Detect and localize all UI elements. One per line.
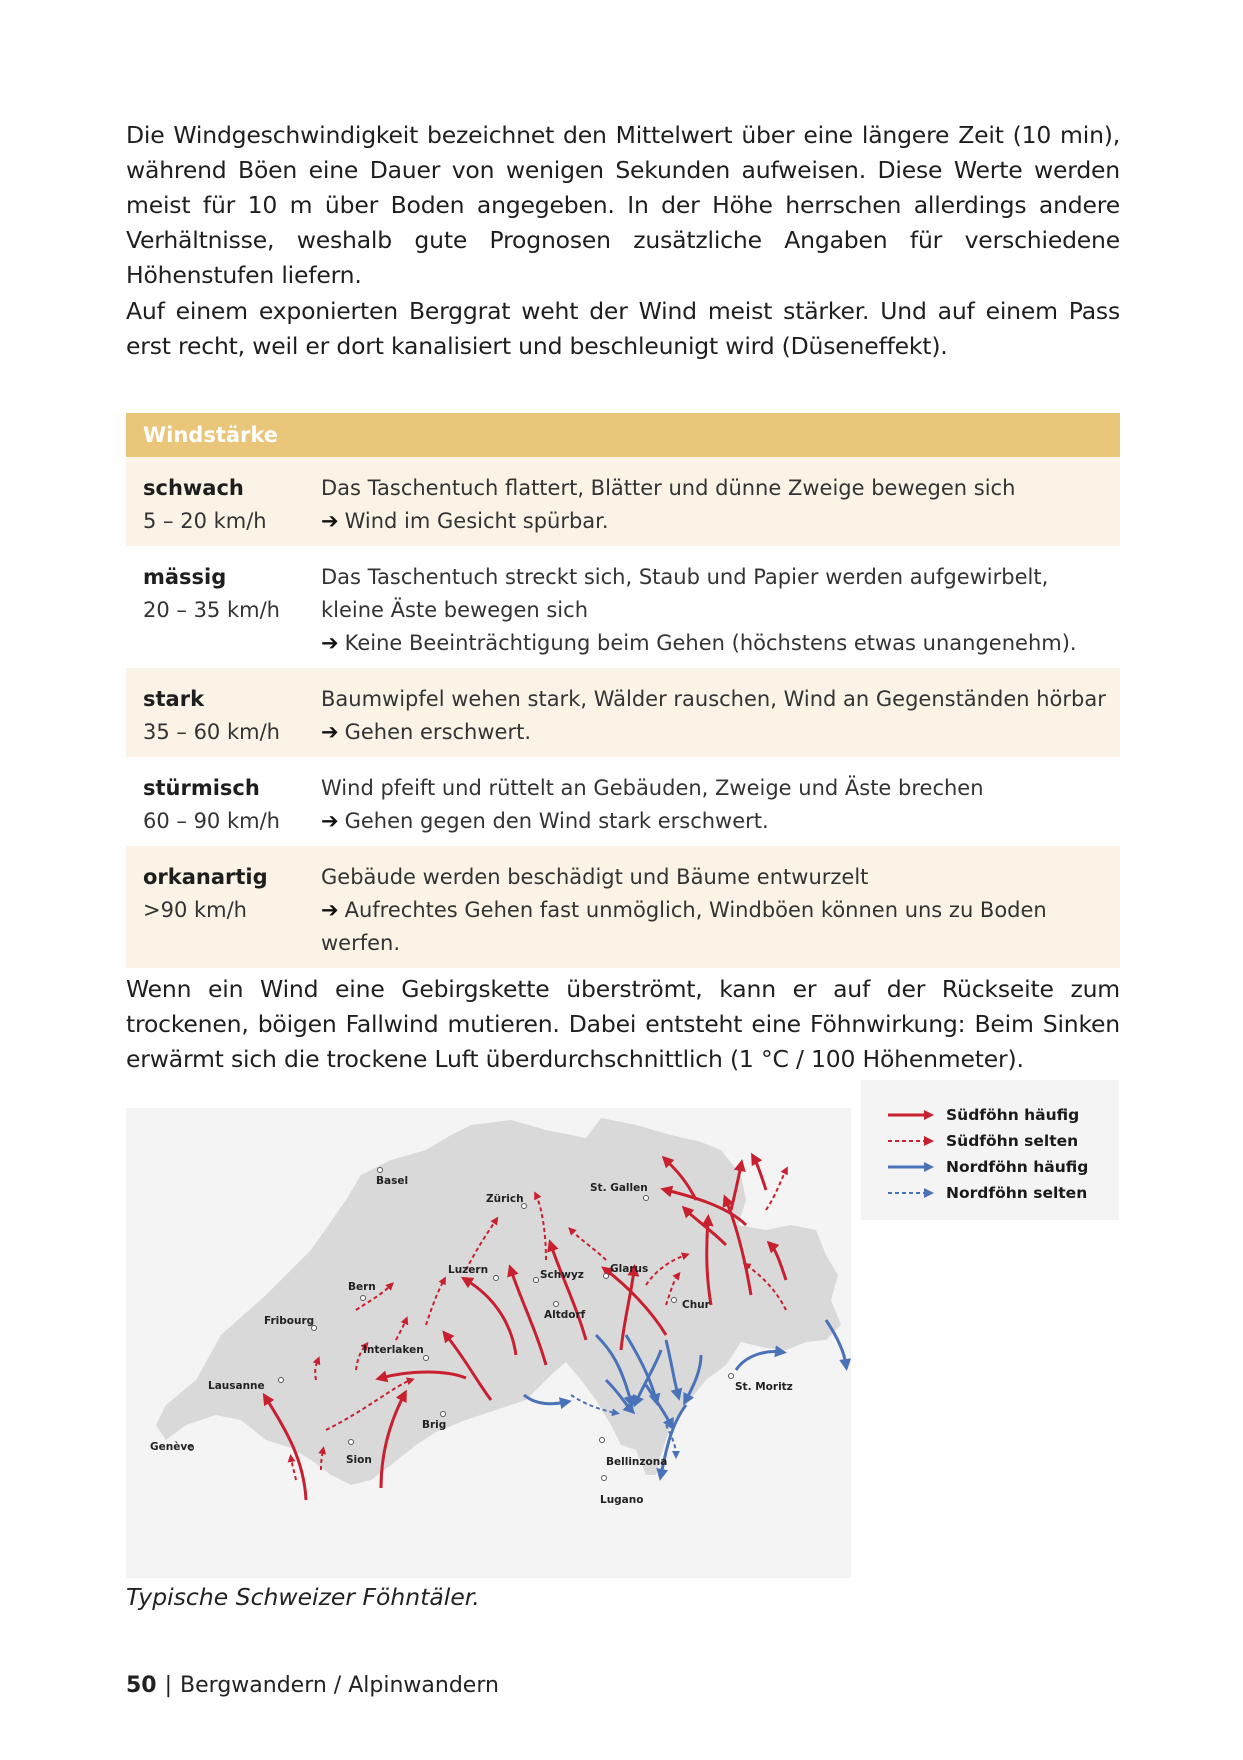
city-label-bern: Bern	[348, 1281, 376, 1293]
row-range: 35 – 60 km/h	[143, 720, 280, 744]
city-label-lugano: Lugano	[600, 1494, 644, 1506]
city-label-sion: Sion	[346, 1454, 372, 1466]
row-description: Das Taschentuch flattert, Blätter und dünne Zweige bewegen sich	[321, 476, 1016, 500]
city-label-basel: Basel	[376, 1175, 409, 1187]
city-label-zuerich: Zürich	[486, 1193, 524, 1205]
book-title: Bergwandern / Alpinwandern	[180, 1673, 499, 1698]
page-footer	[126, 1673, 499, 1698]
row-name: mässig	[143, 565, 227, 589]
legend-item: Südföhn häufig	[886, 1102, 1116, 1128]
row-consequence: Aufrechtes Gehen fast unmöglich, Windböen können uns zu Boden werfen.	[321, 898, 1047, 955]
city-label-geneve: Genève	[150, 1441, 195, 1453]
row-consequence: Keine Beeinträchtigung beim Gehen (höchstens etwas unangenehm).	[344, 631, 1077, 655]
city-label-lausanne: Lausanne	[208, 1380, 265, 1392]
table-row	[126, 757, 1120, 846]
city-label-interlaken: Interlaken	[363, 1344, 424, 1356]
city-label-stgallen: St. Gallen	[590, 1182, 648, 1194]
row-description: Wind pfeift und rüttelt an Gebäuden, Zweige und Äste brechen	[321, 776, 984, 800]
city-label-altdorf: Altdorf	[544, 1309, 586, 1321]
wind-strength-table	[126, 413, 1120, 968]
page-number: 50	[126, 1673, 157, 1698]
row-consequence: Gehen erschwert.	[344, 720, 532, 744]
foehn-map-figure	[126, 1080, 1120, 1580]
arrow-icon: ➔	[321, 809, 339, 833]
arrow-icon: ➔	[321, 631, 339, 655]
row-consequence: Wind im Gesicht spürbar.	[344, 509, 609, 533]
row-range: >90 km/h	[143, 898, 247, 922]
arrow-icon: ➔	[321, 720, 339, 744]
row-description: Baumwipfel wehen stark, Wälder rauschen, Wind an Gegenständen hörbar	[321, 687, 1106, 711]
foehn-paragraph: Wenn ein Wind eine Gebirgskette überströmt, kann er auf der Rückseite zum trockenen, böigen Fallwind mutieren. Dabei entsteht eine Föhnwirkung: Beim Sinken erwärmt sich die trockene Luft überdurchschnittlich (1 °C / 100 Höhenmeter).	[126, 975, 1120, 1073]
city-label-glarus: Glarus	[610, 1263, 649, 1275]
city-label-schwyz: Schwyz	[540, 1269, 584, 1281]
intro-paragraph: Die Windgeschwindigkeit bezeichnet den Mittelwert über eine längere Zeit (10 min), während Böen eine Dauer von wenigen Sekunden aufweisen. Diese Werte werden meist für 10 m über Boden angegeben. In der Höhe herrschen allerdings andere Verhältnisse, weshalb gute Prognosen zusätzliche Angaben für verschiedene Höhenstufen liefern.	[126, 121, 1120, 289]
solid-red-arrow-icon	[886, 1109, 936, 1121]
table-row	[126, 457, 1120, 546]
arrow-icon: ➔	[321, 509, 339, 533]
table-row	[126, 846, 1120, 968]
table-header: Windstärke	[126, 413, 1120, 457]
legend-item: Nordföhn häufig	[886, 1154, 1116, 1180]
row-name: stark	[143, 687, 205, 711]
row-range: 20 – 35 km/h	[143, 598, 280, 622]
row-name: orkanartig	[143, 865, 268, 889]
dashed-blue-arrow-icon	[886, 1187, 936, 1199]
city-label-brig: Brig	[422, 1419, 447, 1431]
row-description: kleine Äste bewegen sich	[321, 598, 589, 622]
city-label-chur: Chur	[682, 1299, 710, 1311]
map-legend	[886, 1102, 1116, 1206]
row-name: schwach	[143, 476, 244, 500]
row-name: stürmisch	[143, 776, 260, 800]
row-range: 60 – 90 km/h	[143, 809, 280, 833]
city-label-fribourg: Fribourg	[264, 1315, 315, 1327]
row-consequence: Gehen gegen den Wind stark erschwert.	[344, 809, 769, 833]
table-row	[126, 546, 1120, 668]
legend-item: Nordföhn selten	[886, 1180, 1116, 1206]
solid-blue-arrow-icon	[886, 1161, 936, 1173]
city-label-luzern: Luzern	[448, 1264, 489, 1276]
arrow-icon: ➔	[321, 898, 339, 922]
figure-caption: Typische Schweizer Föhntäler.	[126, 1583, 480, 1611]
row-description: Das Taschentuch streckt sich, Staub und Papier werden aufgewirbelt,	[321, 565, 1049, 589]
row-description: Gebäude werden beschädigt und Bäume entwurzelt	[321, 865, 869, 889]
legend-item: Südföhn selten	[886, 1128, 1116, 1154]
footer-separator: |	[164, 1673, 173, 1698]
city-label-bellinzona: Bellinzona	[606, 1456, 668, 1468]
row-range: 5 – 20 km/h	[143, 509, 267, 533]
ridge-paragraph: Auf einem exponierten Berggrat weht der Wind meist stärker. Und auf einem Pass erst recht, weil er dort kanalisiert und beschleunigt wird (Düseneffekt).	[126, 297, 1120, 360]
dashed-red-arrow-icon	[886, 1135, 936, 1147]
table-row	[126, 668, 1120, 757]
city-label-stmoritz: St. Moritz	[735, 1381, 793, 1393]
